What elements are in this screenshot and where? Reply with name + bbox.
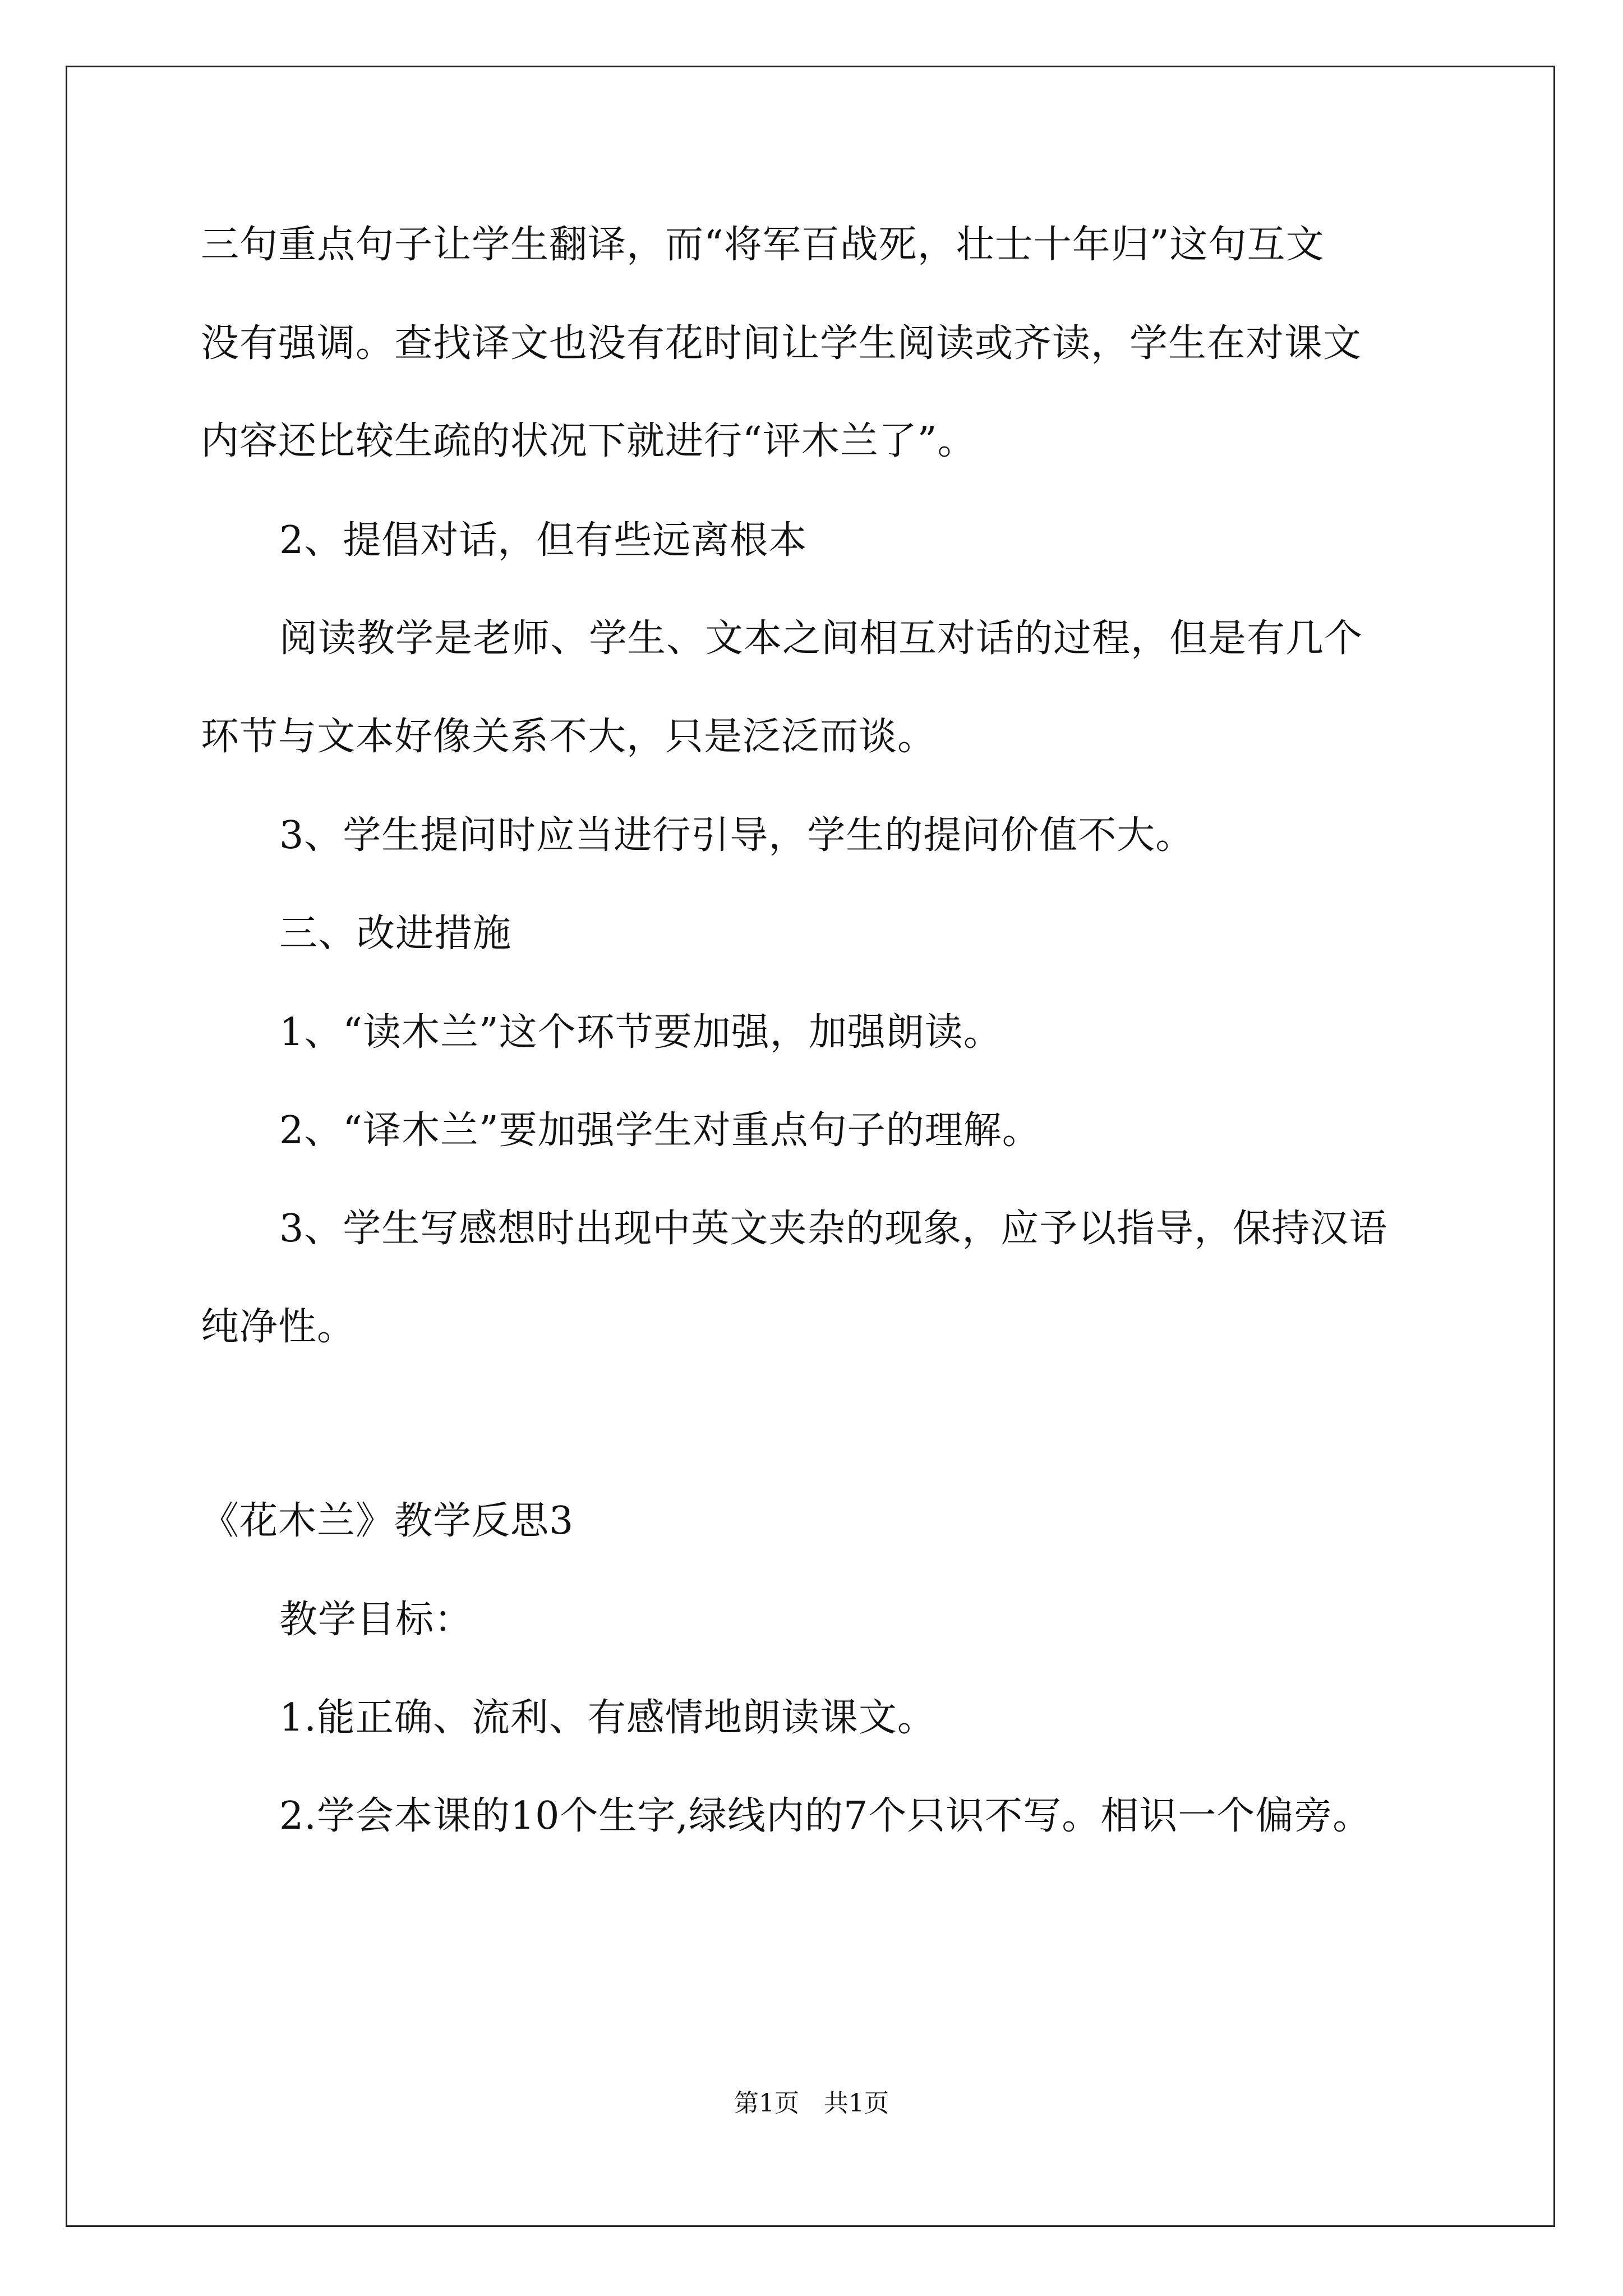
list-item: 3、学生写感想时出现中英文夹杂的现象，应予以指导，保持汉语 — [279, 1207, 1388, 1251]
paragraph-line: 三句重点句子让学生翻译，而“将军百战死，壮士十年归”这句互文 — [201, 223, 1325, 267]
paragraph-line: 阅读教学是老师、学生、文本之间相互对话的过程，但是有几个 — [279, 616, 1363, 661]
list-item: 1.能正确、流利、有感情地朗读课文。 — [279, 1696, 936, 1740]
list-item: 2.学会本课的10个生字,绿线内的7个只识不写。相识一个偏旁。 — [279, 1794, 1372, 1838]
page-footer: 第1页 共1页 — [734, 2089, 889, 2118]
subheading: 三、改进措施 — [279, 912, 512, 956]
section-title: 《花木兰》教学反思3 — [201, 1499, 574, 1543]
subheading: 教学目标： — [279, 1598, 473, 1642]
list-item: 1、“读木兰”这个环节要加强，加强朗读。 — [279, 1010, 1002, 1055]
list-item: 2、“译木兰”要加强学生对重点句子的理解。 — [279, 1108, 1041, 1153]
paragraph-line: 环节与文本好像关系不大，只是泛泛而谈。 — [201, 715, 937, 759]
subheading: 2、提倡对话，但有些远离根本 — [279, 518, 808, 563]
paragraph-line: 没有强调。查找译文也没有花时间让学生阅读或齐读，学生在对课文 — [201, 321, 1362, 366]
paragraph-line: 纯净性。 — [201, 1305, 356, 1349]
paragraph-line: 3、学生提问时应当进行引导，学生的提问价值不大。 — [279, 813, 1195, 858]
paragraph-line: 内容还比较生疏的状况下就进行“评木兰了”。 — [201, 419, 976, 463]
